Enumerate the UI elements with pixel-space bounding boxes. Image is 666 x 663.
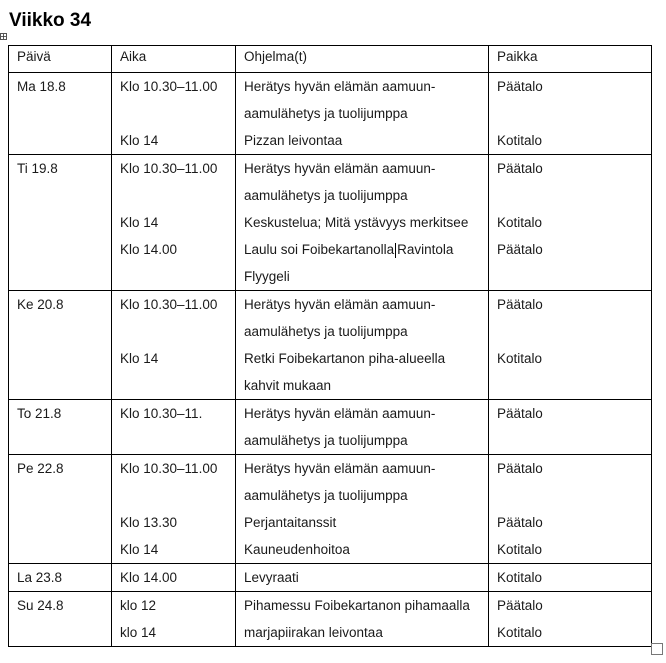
table-row [9, 592, 652, 647]
time-text: Klo 14.00 [120, 242, 178, 257]
program-text: Flyygeli [244, 269, 290, 284]
day-cell[interactable] [9, 564, 112, 592]
header-time-label: Aika [120, 49, 147, 64]
day-cell[interactable] [9, 291, 112, 400]
table-resize-handle[interactable] [651, 643, 663, 655]
place-text: Kotitalo [497, 625, 543, 640]
place-text: Päätalo [497, 406, 543, 421]
program-text: kahvit mukaan [244, 378, 332, 393]
text-cursor [395, 243, 396, 258]
time-text: Klo 13.30 [120, 515, 178, 530]
time-text: Klo 10.30–11.00 [120, 461, 218, 476]
place-text: Päätalo [497, 297, 543, 312]
schedule-table [8, 45, 652, 647]
header-place[interactable] [489, 46, 652, 73]
program-cell[interactable] [236, 455, 489, 564]
table-row [9, 291, 652, 400]
day-label: Ke 20.8 [17, 297, 64, 312]
place-cell[interactable] [489, 291, 652, 400]
program-text: aamulähetys ja tuolijumppa [244, 433, 408, 448]
place-text: Päätalo [497, 598, 543, 613]
day-label: La 23.8 [17, 570, 63, 585]
place-cell[interactable] [489, 155, 652, 291]
move-arrows-icon [1, 34, 6, 39]
header-program[interactable] [236, 46, 489, 73]
time-text: klo 14 [120, 625, 157, 640]
program-text: Herätys hyvän elämän aamuun- [244, 406, 436, 421]
table-row [9, 400, 652, 455]
header-place-label: Paikka [497, 49, 538, 64]
place-text: Kotitalo [497, 351, 543, 366]
place-cell[interactable] [489, 73, 652, 155]
time-text: Klo 10.30–11.00 [120, 161, 218, 176]
day-cell[interactable] [9, 73, 112, 155]
header-day-label: Päivä [17, 49, 51, 64]
time-text: Klo 14 [120, 542, 159, 557]
table-row [9, 155, 652, 291]
program-text: aamulähetys ja tuolijumppa [244, 188, 408, 203]
time-cell[interactable] [112, 564, 236, 592]
day-label: To 21.8 [17, 406, 62, 421]
program-text: aamulähetys ja tuolijumppa [244, 488, 408, 503]
program-cell[interactable] [236, 400, 489, 455]
program-text: Levyraati [244, 570, 299, 585]
time-text: Klo 10.30–11. [120, 406, 203, 421]
time-cell[interactable] [112, 592, 236, 647]
time-cell[interactable] [112, 291, 236, 400]
table-header-row [9, 46, 652, 73]
program-text: Retki Foibekartanon piha-alueella [244, 351, 446, 366]
place-text: Kotitalo [497, 215, 543, 230]
program-cell[interactable] [236, 155, 489, 291]
program-text: Herätys hyvän elämän aamuun- [244, 161, 436, 176]
place-text [497, 263, 645, 290]
place-text: Päätalo [497, 515, 543, 530]
place-cell[interactable] [489, 564, 652, 592]
program-text-part: Laulu soi Foibekartanolla [244, 242, 395, 257]
header-time[interactable] [112, 46, 236, 73]
time-text [120, 318, 229, 345]
place-text: Kotitalo [497, 570, 543, 585]
time-text [120, 427, 229, 454]
time-text [120, 372, 229, 399]
day-label: Ti 19.8 [17, 161, 58, 176]
place-text [497, 318, 645, 345]
time-text [120, 182, 229, 209]
day-cell[interactable] [9, 592, 112, 647]
program-text: Pizzan leivontaa [244, 133, 343, 148]
time-text: Klo 14 [120, 133, 159, 148]
time-text: klo 12 [120, 598, 157, 613]
place-text: Päätalo [497, 79, 543, 94]
table-row [9, 564, 652, 592]
page-title: Viikko 34 [9, 10, 92, 31]
program-text: Kauneudenhoitoa [244, 542, 350, 557]
program-text-part: Ravintola [397, 242, 454, 257]
place-text [497, 100, 645, 127]
time-text [120, 263, 229, 290]
place-text: Kotitalo [497, 133, 543, 148]
time-cell[interactable] [112, 73, 236, 155]
program-text: aamulähetys ja tuolijumppa [244, 324, 408, 339]
place-cell[interactable] [489, 400, 652, 455]
time-text: Klo 10.30–11.00 [120, 297, 218, 312]
day-label: Su 24.8 [17, 598, 64, 613]
place-text: Kotitalo [497, 542, 543, 557]
program-text: Herätys hyvän elämän aamuun- [244, 461, 436, 476]
program-text: marjapiirakan leivontaa [244, 625, 383, 640]
program-cell[interactable] [236, 73, 489, 155]
time-text: Klo 14 [120, 351, 159, 366]
program-text: Keskustelua; Mitä ystävyys merkitsee [244, 215, 469, 230]
table-move-handle[interactable] [0, 33, 7, 40]
program-text: Herätys hyvän elämän aamuun- [244, 79, 436, 94]
place-text [497, 372, 645, 399]
place-text: Päätalo [497, 161, 543, 176]
header-program-label: Ohjelma(t) [244, 49, 308, 64]
day-label: Ma 18.8 [17, 79, 66, 94]
program-cell[interactable] [236, 291, 489, 400]
place-text [497, 182, 645, 209]
program-cell[interactable] [236, 592, 489, 647]
program-text: Herätys hyvän elämän aamuun- [244, 297, 436, 312]
place-text [497, 427, 645, 454]
time-text [120, 100, 229, 127]
time-text: Klo 14.00 [120, 570, 178, 585]
time-text: Klo 10.30–11.00 [120, 79, 218, 94]
time-cell[interactable] [112, 455, 236, 564]
program-cell[interactable] [236, 564, 489, 592]
place-cell[interactable] [489, 592, 652, 647]
place-text: Päätalo [497, 242, 543, 257]
time-text [120, 482, 229, 509]
day-label: Pe 22.8 [17, 461, 64, 476]
time-cell[interactable] [112, 155, 236, 291]
header-day[interactable] [9, 46, 112, 73]
place-text: Päätalo [497, 461, 543, 476]
table-row [9, 455, 652, 564]
place-text [497, 482, 645, 509]
time-cell[interactable] [112, 400, 236, 455]
day-cell[interactable] [9, 155, 112, 291]
time-text: Klo 14 [120, 215, 159, 230]
program-text: Pihamessu Foibekartanon pihamaalla [244, 598, 470, 613]
table-row [9, 73, 652, 155]
program-text: Perjantaitanssit [244, 515, 337, 530]
place-cell[interactable] [489, 455, 652, 564]
program-text: aamulähetys ja tuolijumppa [244, 106, 408, 121]
day-cell[interactable] [9, 400, 112, 455]
program-text-with-caret [244, 236, 482, 263]
day-cell[interactable] [9, 455, 112, 564]
